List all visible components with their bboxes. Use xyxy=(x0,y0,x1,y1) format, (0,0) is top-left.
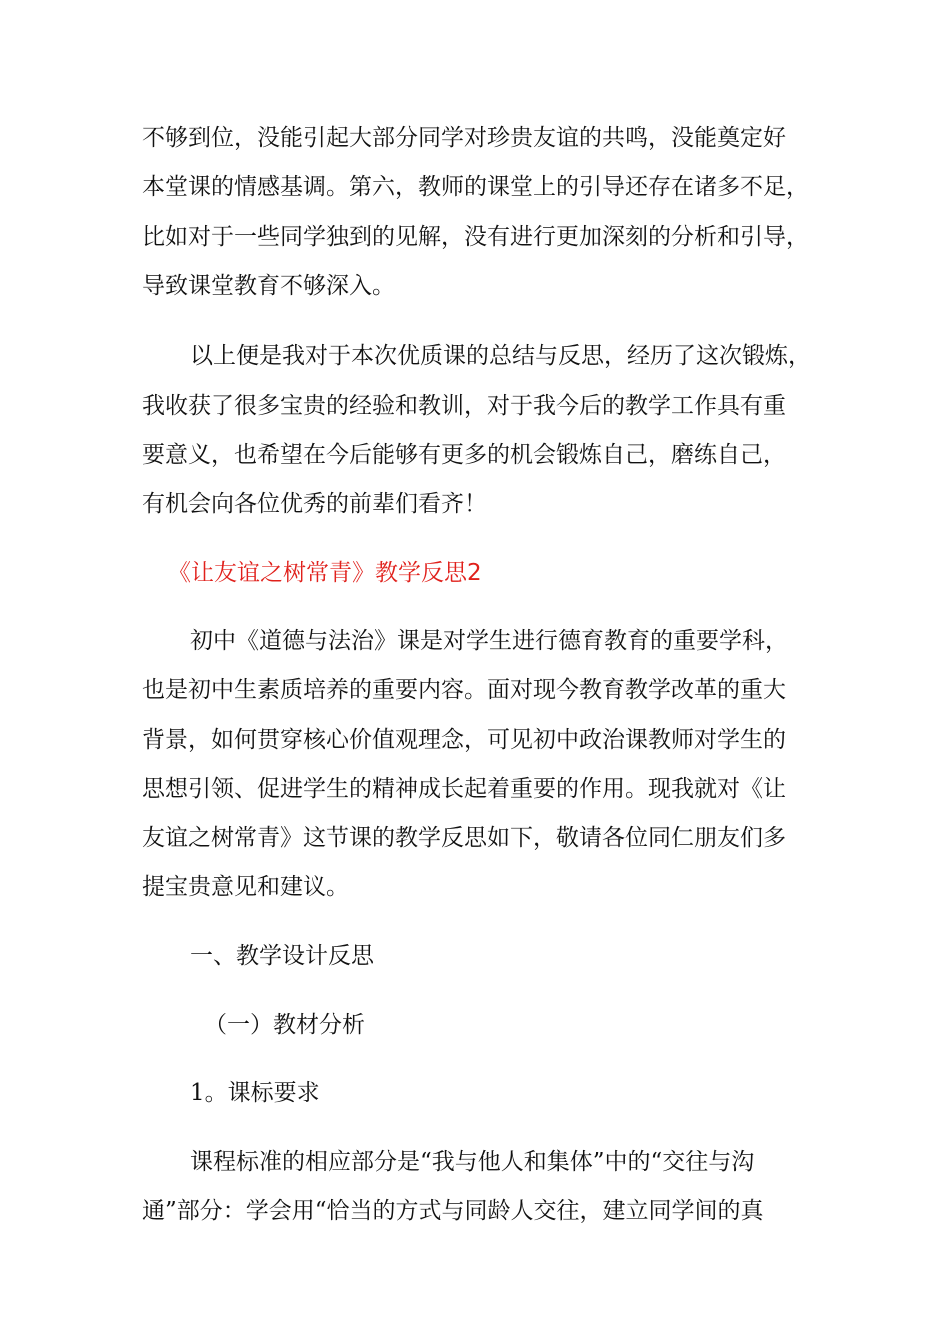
paragraph-2-line-4: 有机会向各位优秀的前辈们看齐！ xyxy=(142,491,487,517)
item-1-title: 1。课标要求 xyxy=(190,1080,320,1106)
paragraph-1-line-4: 导致课堂教育不够深入。 xyxy=(142,273,395,299)
paragraph-4-line-2: 通”部分：学会用“恰当的方式与同龄人交往，建立同学间的真 xyxy=(142,1198,764,1224)
paragraph-1-line-2: 本堂课的情感基调。第六，教师的课堂上的引导还存在诸多不足， xyxy=(142,174,809,200)
paragraph-3-line-1: 初中《道德与法治》课是对学生进行德育教育的重要学科， xyxy=(190,628,788,654)
paragraph-1-line-1: 不够到位，没能引起大部分同学对珍贵友谊的共鸣，没能奠定好 xyxy=(142,125,786,151)
section-heading: 《让友谊之树常青》教学反思2 xyxy=(168,560,482,586)
paragraph-1-line-3: 比如对于一些同学独到的见解，没有进行更加深刻的分析和引导， xyxy=(142,224,809,250)
subsection-1-title: （一）教材分析 xyxy=(204,1012,365,1038)
paragraph-2-line-1: 以上便是我对于本次优质课的总结与反思，经历了这次锻炼， xyxy=(190,343,811,369)
paragraph-3-line-4: 思想引领、促进学生的精神成长起着重要的作用。现我就对《让 xyxy=(142,776,786,802)
paragraph-3-line-6: 提宝贵意见和建议。 xyxy=(142,874,349,900)
paragraph-3-line-2: 也是初中生素质培养的重要内容。面对现今教育教学改革的重大 xyxy=(142,677,786,703)
paragraph-3-line-3: 背景，如何贯穿核心价值观理念，可见初中政治课教师对学生的 xyxy=(142,727,786,753)
paragraph-4-line-1: 课程标准的相应部分是“我与他人和集体”中的“交往与沟 xyxy=(190,1149,755,1175)
section-1-title: 一、教学设计反思 xyxy=(190,943,374,969)
paragraph-2-line-2: 我收获了很多宝贵的经验和教训，对于我今后的教学工作具有重 xyxy=(142,393,786,419)
paragraph-3-line-5: 友谊之树常青》这节课的教学反思如下，敬请各位同仁朋友们多 xyxy=(142,825,786,851)
paragraph-2-line-3: 要意义，也希望在今后能够有更多的机会锻炼自己，磨练自己， xyxy=(142,442,786,468)
